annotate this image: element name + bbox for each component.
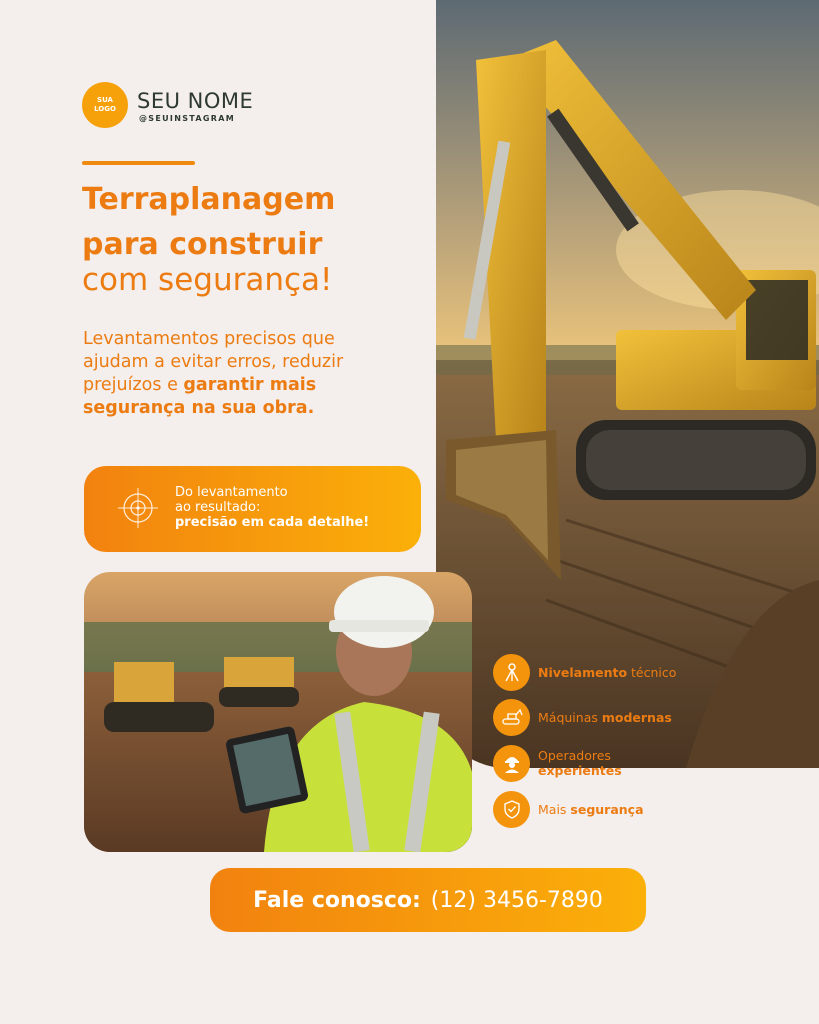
precision-card: [84, 466, 421, 552]
title-divider: [82, 161, 195, 165]
feature-label: [538, 748, 622, 778]
brand-name: SEU NOME: [137, 89, 254, 113]
precision-card-line2: ao resultado:: [175, 500, 261, 515]
target-icon: [116, 486, 160, 530]
feature-text: Máquinas: [538, 709, 602, 725]
feature-bold: Nivelamento: [538, 664, 628, 680]
feature-seguranca: [493, 790, 644, 828]
precision-card-line1: Do levantamento: [175, 485, 288, 500]
feature-operadores: [493, 744, 622, 782]
brand-instagram: @SEUINSTAGRAM: [139, 114, 235, 123]
feature-text: Operadores: [538, 748, 611, 763]
headline-line1: Terraplanagem: [82, 182, 336, 217]
headline-line2: para construir: [82, 227, 323, 262]
description-bold: garantir mais segurança na sua obra.: [83, 375, 317, 418]
logo-badge: [82, 82, 128, 128]
logo-line1: SUA: [97, 96, 113, 104]
feature-text: técnico: [627, 664, 677, 680]
precision-card-bold: precisão em cada detalhe!: [175, 515, 370, 530]
logo-line2: LOGO: [94, 105, 116, 113]
level-tripod-icon: [493, 654, 530, 691]
worker-photo: [84, 572, 472, 852]
headline-line3: com segurança!: [82, 262, 333, 298]
feature-nivelamento: [493, 653, 676, 691]
contact-label: Fale conosco:: [253, 887, 421, 913]
description-text: Levantamentos precisos que ajudam a evitar erros, reduzir prejuízos e: [83, 329, 344, 395]
feature-label: [538, 710, 672, 725]
description: [83, 328, 393, 420]
feature-text: Mais: [538, 801, 571, 817]
feature-label: [538, 802, 644, 817]
shield-check-icon: [493, 791, 530, 828]
operator-icon: [493, 745, 530, 782]
feature-label: [538, 665, 676, 680]
feature-bold: experientes: [538, 763, 622, 778]
precision-card-text: [175, 485, 369, 530]
feature-bold: segurança: [570, 801, 644, 817]
feature-maquinas: [493, 698, 672, 736]
excavator-icon: [493, 699, 530, 736]
contact-phone: (12) 3456-7890: [430, 887, 603, 913]
contact-button[interactable]: [210, 868, 646, 932]
feature-bold: modernas: [601, 709, 672, 725]
